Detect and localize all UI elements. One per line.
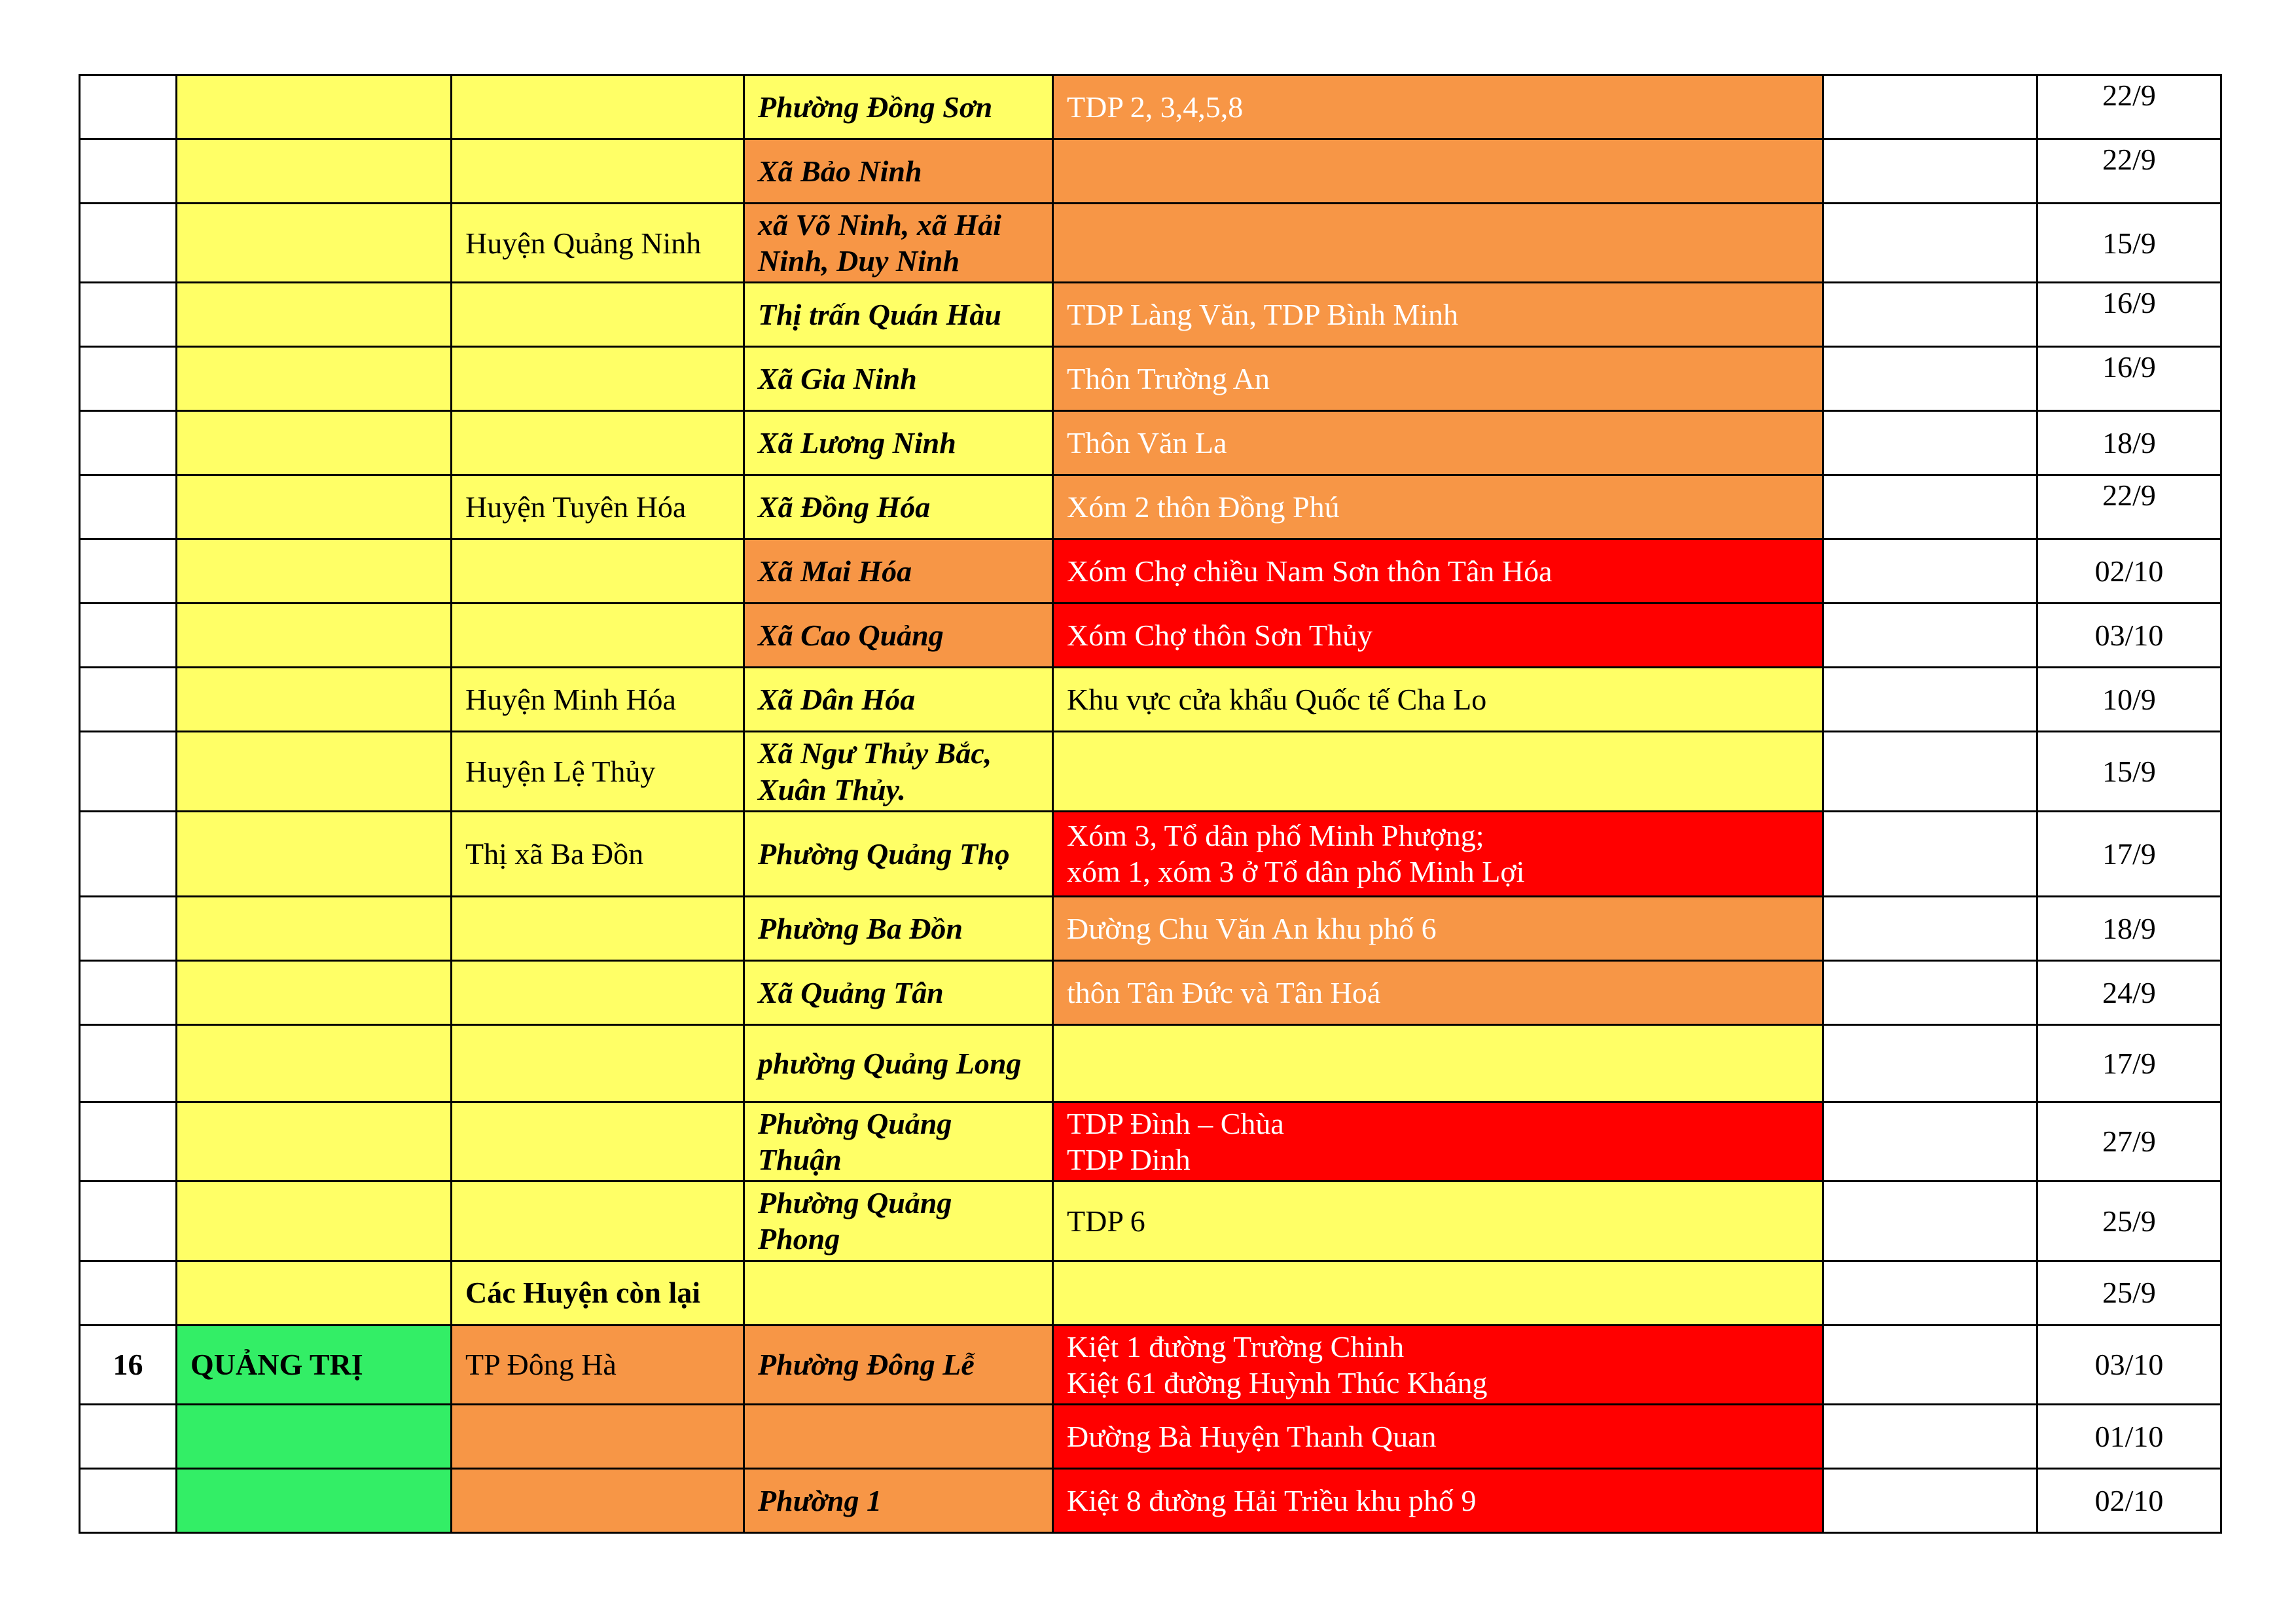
- area-cell: Xóm 2 thôn Đồng Phú: [1053, 475, 1823, 539]
- area-cell: thôn Tân Đức và Tân Hoá: [1053, 960, 1823, 1024]
- area-cell: Xóm 3, Tổ dân phố Minh Phượng; xóm 1, xóm 3 ở Tổ dân phố Minh Lợi: [1053, 811, 1823, 896]
- district-cell: Thị xã Ba Đồn: [452, 811, 744, 896]
- table-row: [80, 811, 2221, 896]
- ward-cell: Phường Ba Đồn: [744, 896, 1053, 960]
- date-cell: 18/9: [2037, 411, 2221, 475]
- table-row: [80, 1468, 2221, 1532]
- date-cell: 01/10: [2037, 1404, 2221, 1468]
- table-row: [80, 732, 2221, 811]
- province-cell: [177, 811, 452, 896]
- province-cell: [177, 139, 452, 204]
- stt-cell: [80, 539, 177, 604]
- ward-cell: Xã Gia Ninh: [744, 347, 1053, 411]
- province-cell: [177, 896, 452, 960]
- table-row: [80, 411, 2221, 475]
- stt-cell: [80, 1182, 177, 1261]
- date-cell: 24/9: [2037, 960, 2221, 1024]
- stt-cell: [80, 811, 177, 896]
- table-row: [80, 1102, 2221, 1181]
- blank-cell: [1823, 204, 2037, 283]
- table-row: [80, 1024, 2221, 1102]
- date-cell: 17/9: [2037, 1024, 2221, 1102]
- blank-cell: [1823, 896, 2037, 960]
- district-cell: Huyện Minh Hóa: [452, 668, 744, 732]
- stt-cell: [80, 732, 177, 811]
- ward-cell: Xã Ngư Thủy Bắc, Xuân Thủy.: [744, 732, 1053, 811]
- province-cell: [177, 668, 452, 732]
- blank-cell: [1823, 1024, 2037, 1102]
- date-cell: 22/9: [2037, 75, 2221, 139]
- area-cell: [1053, 732, 1823, 811]
- stt-cell: [80, 347, 177, 411]
- blank-cell: [1823, 732, 2037, 811]
- date-cell: 22/9: [2037, 139, 2221, 204]
- area-cell: Thôn Văn La: [1053, 411, 1823, 475]
- table-row: [80, 475, 2221, 539]
- date-cell: 17/9: [2037, 811, 2221, 896]
- blank-cell: [1823, 1468, 2037, 1532]
- date-cell: 16/9: [2037, 347, 2221, 411]
- area-cell: [1053, 139, 1823, 204]
- ward-cell: Xã Mai Hóa: [744, 539, 1053, 604]
- table-row: [80, 1325, 2221, 1404]
- district-cell: [452, 896, 744, 960]
- area-cell: Kiệt 8 đường Hải Triều khu phố 9: [1053, 1468, 1823, 1532]
- district-cell: [452, 139, 744, 204]
- date-cell: 10/9: [2037, 668, 2221, 732]
- ward-cell: [744, 1404, 1053, 1468]
- area-cell: TDP Đình – Chùa TDP Dinh: [1053, 1102, 1823, 1181]
- ward-cell: xã Võ Ninh, xã Hải Ninh, Duy Ninh: [744, 204, 1053, 283]
- table-row: [80, 75, 2221, 139]
- stt-cell: [80, 604, 177, 668]
- area-cell: TDP 6: [1053, 1182, 1823, 1261]
- ward-cell: Phường Quảng Thuận: [744, 1102, 1053, 1181]
- blank-cell: [1823, 347, 2037, 411]
- date-cell: 18/9: [2037, 896, 2221, 960]
- date-cell: 03/10: [2037, 1325, 2221, 1404]
- ward-cell: Phường Đồng Sơn: [744, 75, 1053, 139]
- blank-cell: [1823, 811, 2037, 896]
- ward-cell: phường Quảng Long: [744, 1024, 1053, 1102]
- table-row: [80, 896, 2221, 960]
- stt-cell: [80, 139, 177, 204]
- blank-cell: [1823, 1325, 2037, 1404]
- district-cell: Huyện Lệ Thủy: [452, 732, 744, 811]
- ward-cell: Phường Đông Lễ: [744, 1325, 1053, 1404]
- table-row: [80, 539, 2221, 604]
- province-cell: [177, 960, 452, 1024]
- stt-cell: [80, 204, 177, 283]
- area-cell: [1053, 204, 1823, 283]
- stt-cell: [80, 1024, 177, 1102]
- area-cell: Xóm Chợ chiều Nam Sơn thôn Tân Hóa: [1053, 539, 1823, 604]
- province-cell: [177, 1404, 452, 1468]
- date-cell: 03/10: [2037, 604, 2221, 668]
- date-cell: 16/9: [2037, 283, 2221, 347]
- district-cell: TP Đông Hà: [452, 1325, 744, 1404]
- stt-cell: [80, 475, 177, 539]
- district-cell: [452, 1024, 744, 1102]
- outbreak-area-table: [79, 74, 2222, 1534]
- stt-cell: [80, 668, 177, 732]
- district-cell: [452, 960, 744, 1024]
- ward-cell: Xã Bảo Ninh: [744, 139, 1053, 204]
- table-row: [80, 668, 2221, 732]
- province-cell: [177, 411, 452, 475]
- province-cell: [177, 1182, 452, 1261]
- ward-cell: Xã Lương Ninh: [744, 411, 1053, 475]
- stt-cell: [80, 960, 177, 1024]
- district-cell: [452, 1182, 744, 1261]
- date-cell: 27/9: [2037, 1102, 2221, 1181]
- stt-cell: [80, 75, 177, 139]
- date-cell: 22/9: [2037, 475, 2221, 539]
- area-cell: TDP 2, 3,4,5,8: [1053, 75, 1823, 139]
- blank-cell: [1823, 283, 2037, 347]
- table-row: [80, 347, 2221, 411]
- blank-cell: [1823, 139, 2037, 204]
- table-row: [80, 283, 2221, 347]
- district-cell: [452, 411, 744, 475]
- table-body: [80, 75, 2221, 1533]
- district-cell: [452, 283, 744, 347]
- date-cell: 15/9: [2037, 732, 2221, 811]
- province-cell: [177, 604, 452, 668]
- province-cell: [177, 539, 452, 604]
- blank-cell: [1823, 668, 2037, 732]
- blank-cell: [1823, 1102, 2037, 1181]
- blank-cell: [1823, 604, 2037, 668]
- stt-cell: [80, 1261, 177, 1325]
- district-cell: [452, 1404, 744, 1468]
- date-cell: 15/9: [2037, 204, 2221, 283]
- table-row: [80, 960, 2221, 1024]
- ward-cell: Phường 1: [744, 1468, 1053, 1532]
- stt-cell: [80, 1102, 177, 1181]
- area-cell: [1053, 1261, 1823, 1325]
- date-cell: 25/9: [2037, 1182, 2221, 1261]
- blank-cell: [1823, 1182, 2037, 1261]
- blank-cell: [1823, 1261, 2037, 1325]
- stt-cell: [80, 411, 177, 475]
- ward-cell: Xã Dân Hóa: [744, 668, 1053, 732]
- stt-cell: [80, 896, 177, 960]
- table-row: [80, 204, 2221, 283]
- district-cell: Huyện Quảng Ninh: [452, 204, 744, 283]
- province-cell: [177, 1468, 452, 1532]
- area-cell: Xóm Chợ thôn Sơn Thủy: [1053, 604, 1823, 668]
- area-cell: [1053, 1024, 1823, 1102]
- ward-cell: [744, 1261, 1053, 1325]
- province-cell: [177, 204, 452, 283]
- stt-cell: [80, 283, 177, 347]
- district-cell: [452, 347, 744, 411]
- blank-cell: [1823, 75, 2037, 139]
- province-cell: [177, 1024, 452, 1102]
- stt-cell: [80, 1468, 177, 1532]
- area-cell: Đường Bà Huyện Thanh Quan: [1053, 1404, 1823, 1468]
- blank-cell: [1823, 960, 2037, 1024]
- district-cell: [452, 1468, 744, 1532]
- district-cell: Huyện Tuyên Hóa: [452, 475, 744, 539]
- date-cell: 02/10: [2037, 1468, 2221, 1532]
- area-cell: Đường Chu Văn An khu phố 6: [1053, 896, 1823, 960]
- province-cell: [177, 732, 452, 811]
- ward-cell: Phường Quảng Thọ: [744, 811, 1053, 896]
- area-cell: TDP Làng Văn, TDP Bình Minh: [1053, 283, 1823, 347]
- ward-cell: Phường Quảng Phong: [744, 1182, 1053, 1261]
- province-cell: [177, 1102, 452, 1181]
- blank-cell: [1823, 411, 2037, 475]
- area-cell: Thôn Trường An: [1053, 347, 1823, 411]
- table-row: [80, 1182, 2221, 1261]
- stt-cell: 16: [80, 1325, 177, 1404]
- province-cell: QUẢNG TRỊ: [177, 1325, 452, 1404]
- province-cell: [177, 475, 452, 539]
- blank-cell: [1823, 475, 2037, 539]
- province-cell: [177, 283, 452, 347]
- district-cell: [452, 604, 744, 668]
- date-cell: 02/10: [2037, 539, 2221, 604]
- district-cell: [452, 75, 744, 139]
- stt-cell: [80, 1404, 177, 1468]
- district-cell: [452, 539, 744, 604]
- district-cell: [452, 1102, 744, 1181]
- table-row: [80, 1404, 2221, 1468]
- area-cell: Khu vực cửa khẩu Quốc tế Cha Lo: [1053, 668, 1823, 732]
- date-cell: 25/9: [2037, 1261, 2221, 1325]
- table-row: [80, 604, 2221, 668]
- ward-cell: Thị trấn Quán Hàu: [744, 283, 1053, 347]
- ward-cell: Xã Cao Quảng: [744, 604, 1053, 668]
- province-cell: [177, 75, 452, 139]
- table-row: [80, 1261, 2221, 1325]
- ward-cell: Xã Đồng Hóa: [744, 475, 1053, 539]
- area-cell: Kiệt 1 đường Trường Chinh Kiệt 61 đường Huỳnh Thúc Kháng: [1053, 1325, 1823, 1404]
- table-row: [80, 139, 2221, 204]
- blank-cell: [1823, 1404, 2037, 1468]
- province-cell: [177, 1261, 452, 1325]
- ward-cell: Xã Quảng Tân: [744, 960, 1053, 1024]
- blank-cell: [1823, 539, 2037, 604]
- province-cell: [177, 347, 452, 411]
- district-cell: Các Huyện còn lại: [452, 1261, 744, 1325]
